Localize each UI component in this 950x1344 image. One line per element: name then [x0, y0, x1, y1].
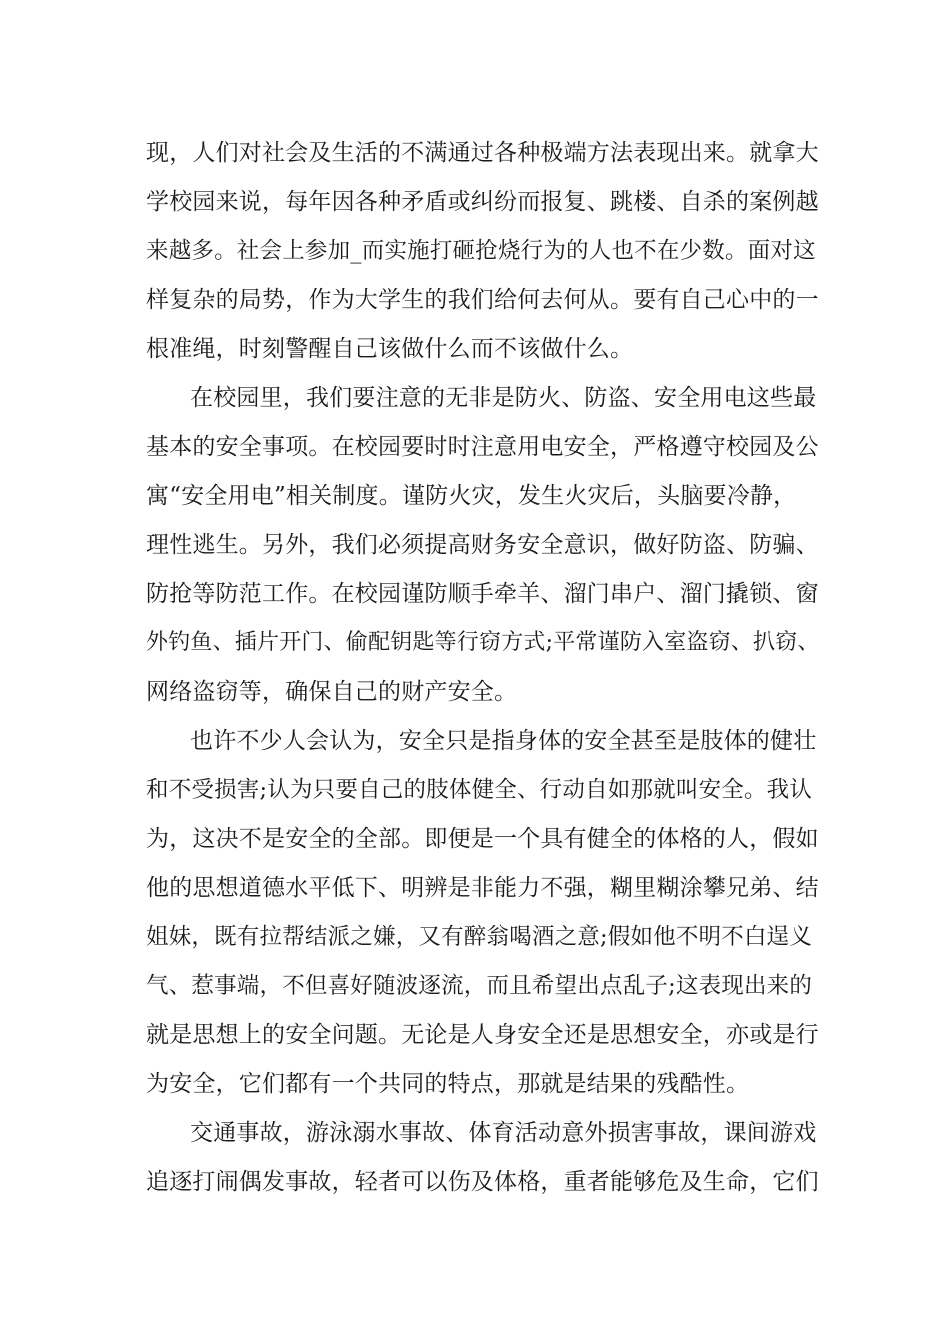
text-line: 气、惹事端，不但喜好随波逐流，而且希望出点乱子;这表现出来的 — [146, 973, 813, 999]
text-line: 外钓鱼、插片开门、偷配钥匙等行窃方式;平常谨防入室盗窃、扒窃、 — [146, 630, 820, 655]
text-line: 他的思想道德水平低下、明辨是非能力不强，糊里糊涂攀兄弟、结 — [146, 875, 819, 901]
text-line: 来越多。社会上参加_而实施打砸抢烧行为的人也不在少数。面对这 — [146, 238, 816, 264]
text-line: 网络盗窃等，确保自己的财产安全。 — [146, 679, 518, 705]
text-line: 就是思想上的安全问题。无论是人身安全还是思想安全，亦或是行 — [146, 1022, 819, 1048]
text-line: 样复杂的局势，作为大学生的我们给何去何从。要有自己心中的一 — [146, 287, 819, 313]
text-line: 基本的安全事项。在校园要时时注意用电安全，严格遵守校园及公 — [146, 434, 819, 460]
text-line: 根准绳，时刻警醒自己该做什么而不该做什么。 — [146, 336, 634, 362]
text-line: 防抢等防范工作。在校园谨防顺手牵羊、溜门串户、溜门撬锁、窗 — [146, 581, 819, 607]
text-line: 为安全，它们都有一个共同的特点，那就是结果的残酷性。 — [146, 1071, 750, 1097]
paragraph-first-line: 也许不少人会认为，安全只是指身体的安全甚至是肢体的健壮 — [190, 728, 817, 754]
text-line: 姐妹，既有拉帮结派之嫌，又有醉翁喝酒之意;假如他不明不白逞义 — [146, 924, 813, 950]
text-line: 为，这决不是安全的全部。即便是一个具有健全的体格的人，假如 — [146, 826, 819, 852]
text-line: 学校园来说，每年因各种矛盾或纠纷而报复、跳楼、自杀的案例越 — [146, 189, 819, 215]
paragraph-first-line: 交通事故，游泳溺水事故、体育活动意外损害事故，课间游戏 — [190, 1120, 817, 1146]
text-line: 现，人们对社会及生活的不满通过各种极端方法表现出来。就拿大 — [146, 140, 819, 166]
text-line: 寓“安全用电”相关制度。谨防火灾，发生火灾后，头脑要冷静， — [146, 483, 797, 509]
text-line: 追逐打闹偶发事故，轻者可以伤及体格，重者能够危及生命，它们 — [146, 1169, 819, 1195]
text-line: 理性逃生。另外，我们必须提高财务安全意识，做好防盗、防骗、 — [146, 532, 819, 558]
paragraph-first-line: 在校园里，我们要注意的无非是防火、防盗、安全用电这些最 — [190, 385, 817, 411]
text-line: 和不受损害;认为只要自己的肢体健全、行动自如那就叫安全。我认 — [146, 777, 813, 803]
